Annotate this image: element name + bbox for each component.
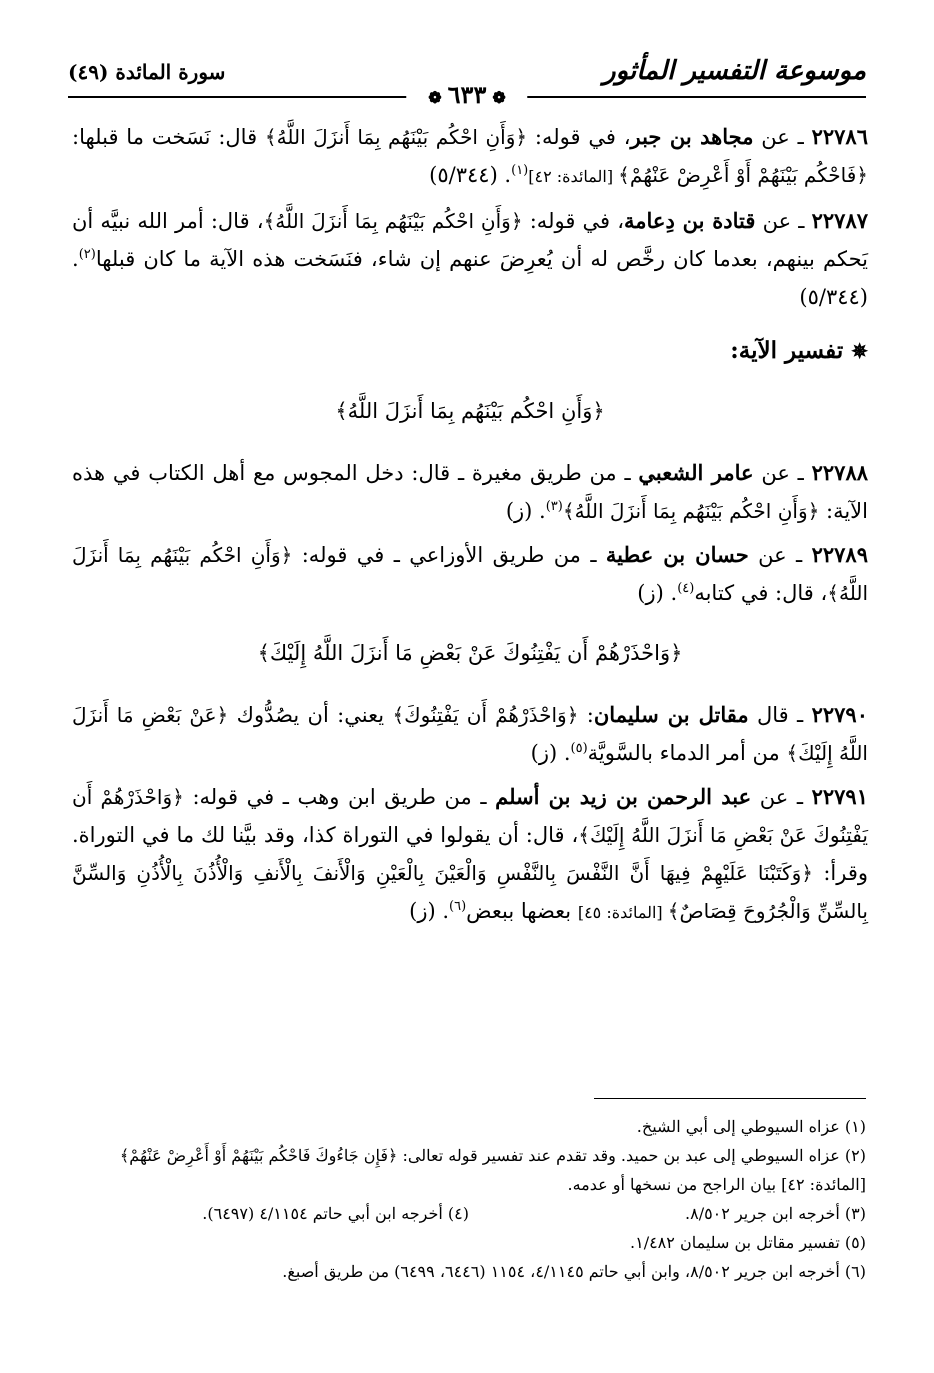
quran-quote: ﴿وَأَنِ احْكُم بَيْنَهُم بِمَا أَنزَلَ اللَّهُ﴾ bbox=[264, 125, 528, 149]
narration-number: ٢٢٧٨٧ bbox=[811, 208, 869, 233]
text: ، قال: أن يقولوا في التوراة كذا، وقد بيَّنا لك ما في التوراة. وقرأ: bbox=[72, 823, 869, 885]
footnote-marker[interactable]: (٢) bbox=[78, 247, 96, 262]
quran-quote: ﴿وَكَتَبْنَا عَلَيْهِمْ فِيهَا أَنَّ النَّفْسَ بِالنَّفْسِ وَالْعَيْنَ بِالْعَيْنِ وَالْأَنفَ بِالْأَنفِ وَالْأُذُنَ بِالْأُذُنِ وَالسِّنَّ بِالسِّنِّ وَالْجُرُوحَ قِصَاصٌ﴾ bbox=[72, 861, 868, 923]
quran-quote: ﴿فَاحْكُم بَيْنَهُمْ أَوْ أَعْرِضْ عَنْهُمْ﴾ bbox=[618, 163, 868, 187]
footnote-6: (٦) أخرجه ابن جرير ٨/٥٠٢، وابن أبي حاتم ٤/١١٤٥، ١١٥٤ (٦٤٤٦، ٦٤٩٩) من طريق أصبغ. bbox=[282, 1262, 866, 1281]
footnote-marker[interactable]: (٥) bbox=[570, 741, 588, 756]
flower-ornament-icon: ❁ bbox=[492, 88, 506, 107]
text: ـ عن bbox=[753, 461, 812, 485]
quran-quote: ﴿عَنْ بَعْضِ مَا أَنزَلَ اللَّهُ إِلَيْكَ﴾ bbox=[72, 703, 868, 765]
footnote-row bbox=[72, 1199, 866, 1228]
text: من أمر الدماء بالسَّويَّة bbox=[587, 741, 787, 765]
quran-quote: ﴿وَأَنِ احْكُم بَيْنَهُم بِمَا أَنزَلَ اللَّهُ﴾ bbox=[562, 499, 820, 523]
main-text bbox=[72, 118, 868, 938]
quran-quote: ﴿وَأَنِ احْكُم بَيْنَهُم بِمَا أَنزَلَ اللَّهُ﴾ bbox=[72, 543, 868, 605]
footnote-4: (٤) أخرجه ابن أبي حاتم ٤/١١٥٤ (٦٤٩٧). bbox=[202, 1204, 469, 1223]
narration-22787 bbox=[72, 202, 868, 316]
book-title: موسوعة التفسير المأثور bbox=[603, 56, 866, 86]
footnote-marker[interactable]: (٦) bbox=[449, 899, 467, 914]
narrator-name: عبد الرحمن بن زيد بن أسلم bbox=[495, 784, 752, 809]
narration-22790 bbox=[72, 696, 868, 772]
source-reference: . (٥/٣٤٤) bbox=[429, 163, 512, 187]
footnote-separator bbox=[594, 1098, 866, 1099]
narration-22786 bbox=[72, 118, 868, 196]
text: ـ من طريق مغيرة ـ قال: دخل المجوس مع أهل الكتاب في هذه الآية: bbox=[72, 461, 868, 523]
footnote-1: (١) عزاه السيوطي إلى أبي الشيخ. bbox=[636, 1117, 866, 1136]
text: ـ عن bbox=[753, 125, 812, 149]
verse-heading: ﴿وَأَنِ احْكُم بَيْنَهُم بِمَا أَنزَلَ اللَّهُ﴾ bbox=[335, 399, 605, 423]
footnotes bbox=[72, 1112, 866, 1286]
footnote-marker[interactable]: (٤) bbox=[677, 581, 695, 596]
narrator-name: مقاتل بن سليمان bbox=[593, 702, 749, 727]
narration-number: ٢٢٧٩٠ bbox=[811, 702, 868, 727]
text: يعني: أن يصُدُّوك bbox=[228, 703, 393, 727]
narration-number: ٢٢٧٩١ bbox=[811, 784, 868, 809]
text: ، في قوله: bbox=[522, 209, 625, 233]
quran-quote: ﴿وَاحْذَرْهُمْ أَن يَفْتِنُوكَ عَنْ بَعْضِ مَا أَنزَلَ اللَّهُ إِلَيْكَ﴾ bbox=[72, 785, 868, 847]
source-reference: . (ز) bbox=[637, 581, 678, 605]
page-header bbox=[68, 46, 866, 109]
source-reference: . (ز) bbox=[505, 499, 546, 523]
footnote-marker[interactable]: (١) bbox=[511, 163, 529, 178]
footnote-3: (٣) أخرجه ابن جرير ٨/٥٠٢. bbox=[685, 1204, 866, 1223]
narration-number: ٢٢٧٨٦ bbox=[811, 124, 868, 149]
narration-22788 bbox=[72, 454, 868, 530]
source-reference: . (ز) bbox=[409, 899, 450, 923]
footnote-5: (٥) تفسير مقاتل بن سليمان ١/٤٨٢. bbox=[630, 1233, 866, 1252]
quran-quote: ﴿وَاحْذَرْهُمْ أَن يَفْتِنُوكَ﴾ bbox=[392, 703, 579, 727]
narration-22789 bbox=[72, 536, 868, 612]
page-number: ٦٣٣ bbox=[447, 80, 487, 109]
text: ، في قوله: bbox=[527, 125, 631, 149]
page-number-block bbox=[406, 80, 527, 109]
narrator-name: قتادة بن دِعامة bbox=[624, 208, 756, 233]
footnote-marker[interactable]: (٣) bbox=[545, 499, 563, 514]
text: : bbox=[578, 703, 594, 727]
eight-point-star-icon: ✵ bbox=[851, 339, 868, 363]
text: ـ عن bbox=[751, 785, 812, 809]
verse-reference: [المائدة: ٤٥] bbox=[577, 903, 668, 922]
section-heading-text: تفسير الآية: bbox=[730, 337, 844, 364]
text: قال: نَسَخت ما قبلها: bbox=[72, 125, 265, 149]
verse-reference: [المائدة: ٤٢] bbox=[528, 167, 619, 186]
text: ـ عن bbox=[755, 209, 812, 233]
text: ـ قال bbox=[748, 703, 812, 727]
source-reference: . (٥/٣٤٤) bbox=[72, 247, 868, 309]
section-heading bbox=[72, 332, 868, 370]
narration-22791 bbox=[72, 778, 868, 932]
narrator-name: مجاهد بن جبر bbox=[630, 124, 754, 149]
text: ، قال: أمر الله نبيَّه أن يَحكم بينهم، بعدما كان رخَّص له أن يُعرِضَ عنهم إن شاء، فنَسَخت هذه الآية ما كان قبلها bbox=[72, 209, 868, 271]
verse-heading: ﴿وَاحْذَرْهُمْ أَن يَفْتِنُوكَ عَنْ بَعْضِ مَا أَنزَلَ اللَّهُ إِلَيْكَ﴾ bbox=[257, 641, 683, 665]
surah-label: سورة المائدة (٤٩) bbox=[68, 60, 226, 84]
narration-number: ٢٢٧٨٨ bbox=[811, 460, 869, 485]
flower-ornament-icon: ❁ bbox=[428, 88, 442, 107]
quran-quote: ﴿وَأَنِ احْكُم بَيْنَهُم بِمَا أَنزَلَ اللَّهُ﴾ bbox=[263, 209, 523, 233]
text: ـ عن bbox=[748, 543, 812, 567]
narration-number: ٢٢٧٨٩ bbox=[811, 542, 868, 567]
text: بعضها ببعض bbox=[466, 899, 578, 923]
text: ـ من طريق ابن وهب ـ في قوله: bbox=[183, 785, 496, 809]
source-reference: . (ز) bbox=[530, 741, 571, 765]
footnote-2: (٢) عزاه السيوطي إلى عبد بن حميد. وقد تقدم عند تفسير قوله تعالى: ﴿فَإِن جَاءُوكَ فَاحْكُم بَيْنَهُمْ أَوْ أَعْرِضْ عَنْهُمْ﴾ [المائدة: ٤٢] بيان الراجح من نسخها أو عدمه. bbox=[119, 1146, 866, 1194]
text: ، قال: في كتابه bbox=[694, 581, 828, 605]
narrator-name: عامر الشعبي bbox=[638, 460, 754, 485]
narrator-name: حسان بن عطية bbox=[605, 542, 749, 567]
text: ـ من طريق الأوزاعي ـ في قوله: bbox=[292, 543, 606, 567]
